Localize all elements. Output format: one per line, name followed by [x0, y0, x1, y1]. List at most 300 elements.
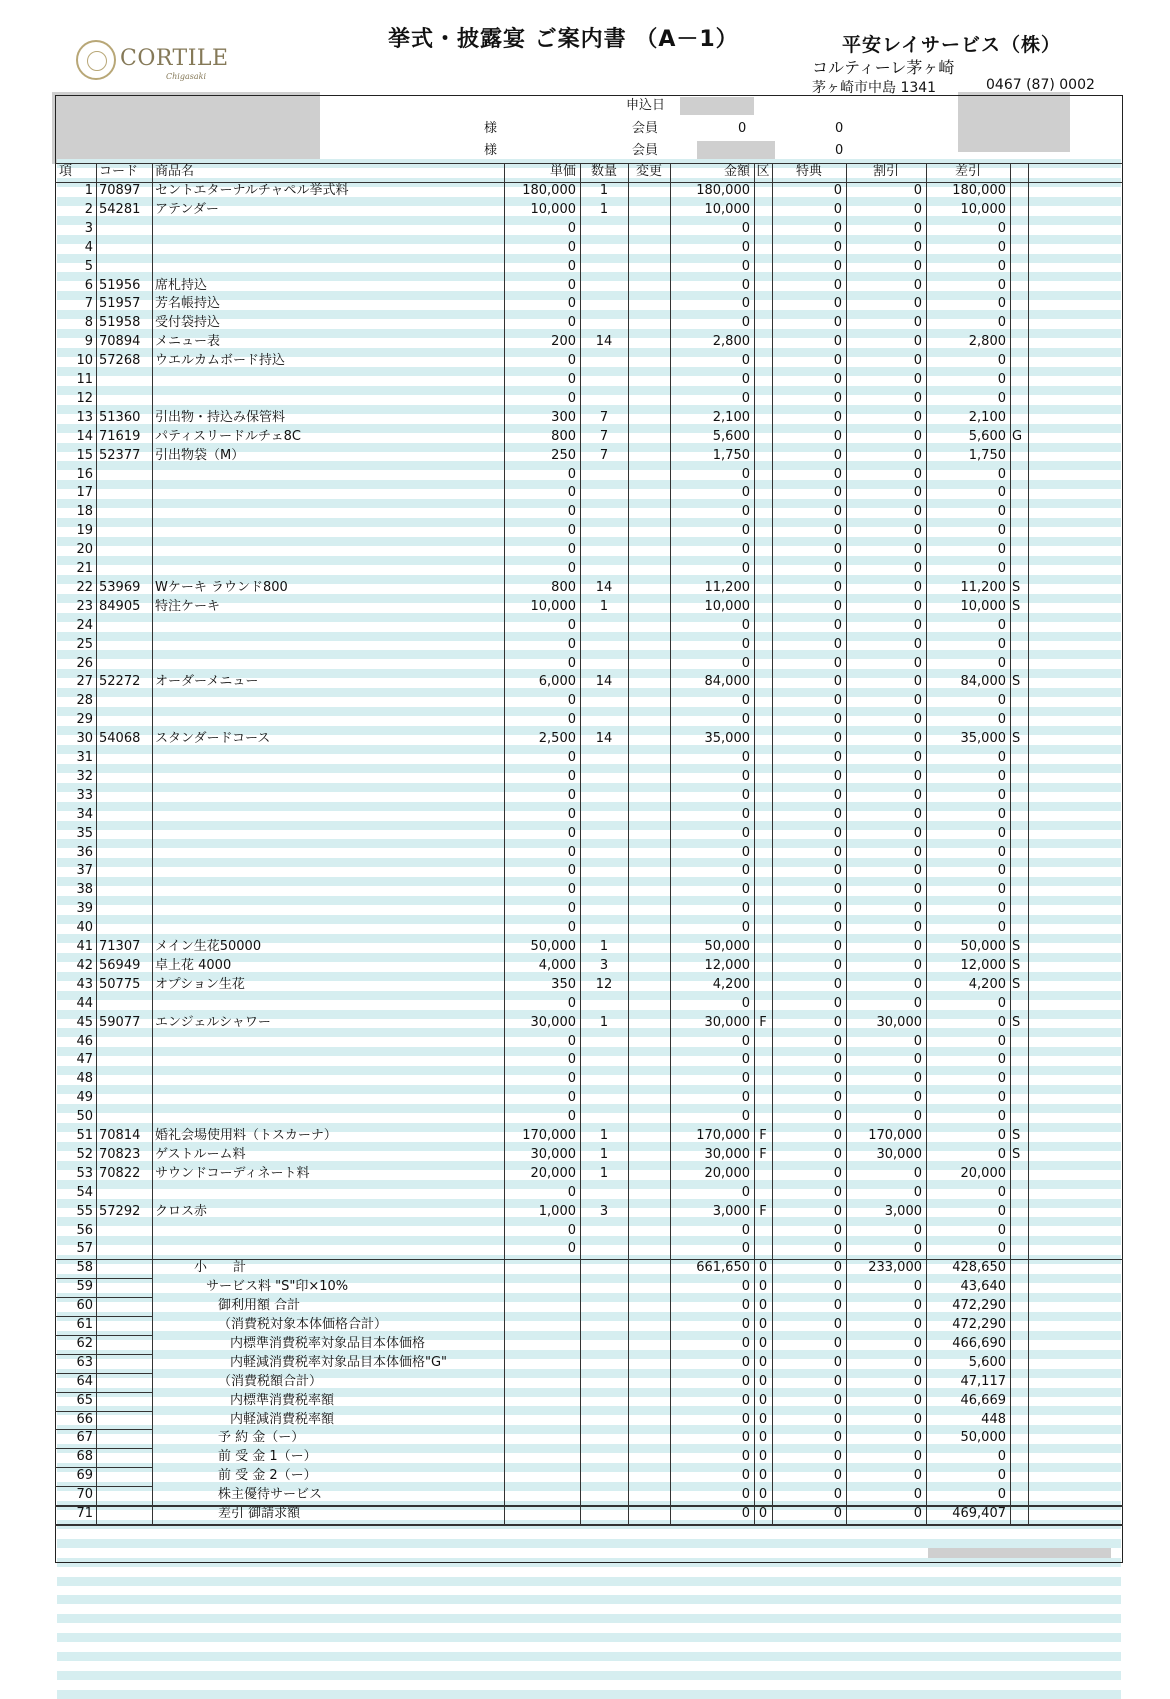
service-mark: [1012, 919, 1028, 938]
amount: 0: [741, 1430, 750, 1446]
item-name: ゲストルーム料: [155, 1146, 246, 1162]
unit-price: 180,000: [522, 183, 576, 198]
discount: 0: [913, 655, 922, 671]
amount: 2,800: [712, 334, 750, 350]
kubun-flag: [754, 466, 772, 485]
kubun-flag: [754, 182, 772, 201]
kubun-flag: [754, 711, 772, 730]
benefit: 0: [833, 504, 842, 520]
kubun-flag: [754, 1033, 772, 1052]
item-code: [99, 995, 152, 1014]
item-code: 54281: [99, 201, 141, 217]
item-name: [155, 862, 504, 881]
quantity: [580, 1108, 628, 1127]
quantity: [580, 1033, 628, 1052]
item-name: メイン生花50000: [155, 939, 262, 954]
kubun-flag: 0: [758, 1298, 768, 1314]
summary-label: （消費税額合計）: [218, 1373, 323, 1389]
row-number: 66: [76, 1411, 93, 1427]
benefit: 0: [833, 882, 842, 898]
item-code: 59077: [99, 1014, 141, 1030]
benefit: 0: [833, 353, 842, 369]
discount: 0: [913, 712, 922, 728]
service-mark: [1012, 655, 1028, 674]
benefit: 0: [833, 636, 842, 652]
service-mark: [1012, 447, 1028, 466]
discount: 0: [913, 1090, 922, 1106]
benefit: 0: [833, 315, 842, 331]
net-amount: 0: [997, 296, 1006, 312]
grand-total-bottom-rule: [55, 1524, 1123, 1526]
discount: 0: [913, 334, 922, 350]
kubun-flag: [754, 1184, 772, 1203]
item-name: 引出物袋（M）: [155, 447, 245, 463]
benefit: 0: [833, 239, 842, 255]
benefit: 0: [833, 1071, 842, 1087]
discount: 3,000: [884, 1203, 922, 1219]
summary-label: 前 受 金 2（ー）: [218, 1468, 317, 1484]
item-code: [99, 466, 152, 485]
item-name: [155, 1240, 504, 1259]
item-code: 52272: [99, 674, 141, 690]
item-code: [99, 1240, 152, 1259]
kubun-flag: [754, 938, 772, 957]
unit-price: 0: [567, 277, 576, 293]
discount: 0: [913, 409, 922, 425]
service-mark: [1012, 295, 1028, 314]
kubun-flag: [754, 1070, 772, 1089]
benefit: 0: [833, 428, 842, 444]
item-name: オーダーメニュー: [155, 674, 259, 690]
amount: 0: [741, 825, 750, 841]
service-mark: [1012, 862, 1028, 881]
benefit: 0: [833, 806, 842, 822]
quantity: [580, 352, 628, 371]
unit-price: 300: [551, 409, 576, 425]
item-code: [99, 692, 152, 711]
branch-address: 茅ヶ崎市中島 1341: [812, 80, 937, 96]
discount: 0: [913, 428, 922, 444]
net-amount: 180,000: [952, 183, 1006, 198]
amount: 0: [741, 1335, 750, 1351]
service-mark: [1012, 1089, 1028, 1108]
unit-price: 0: [567, 1033, 576, 1049]
item-code: 57292: [99, 1203, 141, 1219]
row-number: 35: [76, 825, 93, 841]
discount: 0: [913, 258, 922, 274]
amount: 0: [741, 1506, 750, 1521]
row-number: 52: [76, 1146, 93, 1162]
unit-price: 4,000: [538, 957, 576, 973]
amount: 10,000: [704, 201, 750, 217]
item-code: [99, 1184, 152, 1203]
discount: 0: [913, 598, 922, 614]
summary-label: 御利用額 合計: [218, 1298, 301, 1314]
item-name: Wケーキ ラウンド800: [155, 579, 288, 595]
unit-price: 0: [567, 655, 576, 671]
service-mark: [1012, 484, 1028, 503]
row-number: 46: [76, 1033, 93, 1049]
cortile-logo: [76, 38, 236, 84]
kubun-flag: [754, 314, 772, 333]
item-name: [155, 239, 504, 258]
unit-price: 0: [567, 296, 576, 312]
unit-price: 0: [567, 315, 576, 331]
net-amount: 428,650: [952, 1260, 1006, 1276]
net-amount: 0: [997, 220, 1006, 236]
apply-date-label: 申込日: [626, 98, 666, 113]
unit-price: 800: [551, 579, 576, 595]
discount: 0: [913, 372, 922, 387]
service-mark: S: [1012, 579, 1021, 595]
service-mark: [1012, 1240, 1028, 1259]
row-number: 62: [76, 1335, 93, 1351]
unit-price: 250: [551, 447, 576, 463]
kubun-flag: 0: [758, 1335, 768, 1351]
column-divider: [96, 163, 97, 1524]
unit-price: 0: [567, 542, 576, 558]
service-mark: [1012, 277, 1028, 296]
discount: 0: [913, 1487, 922, 1503]
service-mark: [1012, 881, 1028, 900]
benefit: 0: [833, 674, 842, 690]
item-code: [99, 825, 152, 844]
discount: 0: [913, 1109, 922, 1125]
discount: 0: [913, 1052, 922, 1068]
row-number: 1: [84, 183, 93, 198]
unit-price: 0: [567, 1109, 576, 1125]
net-amount: 0: [997, 561, 1006, 576]
amount: 12,000: [704, 957, 750, 973]
kubun-flag: 0: [758, 1392, 768, 1408]
discount: 0: [913, 1071, 922, 1087]
service-mark: S: [1012, 1128, 1021, 1143]
unit-price: 30,000: [530, 1146, 576, 1162]
service-mark: [1012, 314, 1028, 333]
row-number: 6: [84, 277, 93, 293]
discount: 0: [913, 636, 922, 652]
service-mark: [1012, 749, 1028, 768]
discount: 0: [913, 957, 922, 973]
net-amount: 0: [997, 485, 1006, 501]
unit-price: 0: [567, 806, 576, 822]
amount: 0: [741, 1411, 750, 1427]
service-mark: [1012, 1203, 1028, 1222]
discount: 0: [913, 1449, 922, 1465]
unit-price: 10,000: [530, 201, 576, 217]
quantity: [580, 825, 628, 844]
kubun-flag: [754, 844, 772, 863]
quantity: [580, 371, 628, 390]
summary-label: 株主優待サービス: [218, 1487, 323, 1503]
benefit: 0: [833, 731, 842, 747]
benefit: 0: [833, 183, 842, 198]
quantity: 1: [599, 1014, 609, 1030]
net-amount: 0: [997, 258, 1006, 274]
row-number: 33: [76, 787, 93, 803]
net-amount: 0: [997, 617, 1006, 633]
quantity: 14: [595, 334, 613, 350]
service-mark: [1012, 806, 1028, 825]
net-amount: 5,600: [968, 428, 1006, 444]
row-number: 44: [76, 995, 93, 1011]
quantity: [580, 995, 628, 1014]
member-2-value-2: 0: [835, 143, 844, 158]
kubun-flag: [754, 541, 772, 560]
amount: 0: [741, 901, 750, 917]
summary-label: 小 計: [194, 1260, 247, 1276]
unit-price: 0: [567, 901, 576, 917]
kubun-flag: F: [759, 1203, 767, 1219]
benefit: 0: [833, 1203, 842, 1219]
unit-price: 0: [567, 882, 576, 898]
row-number: 50: [76, 1109, 93, 1125]
member-1-value-1: 0: [738, 121, 747, 136]
discount: 0: [913, 976, 922, 992]
amount: 0: [741, 1487, 750, 1503]
unit-price: 0: [567, 617, 576, 633]
discount: 0: [913, 844, 922, 860]
kubun-flag: [754, 409, 772, 428]
item-name: アテンダー: [155, 201, 219, 217]
quantity: [580, 636, 628, 655]
service-mark: [1012, 1070, 1028, 1089]
document-title: 挙式・披露宴 ご案内書 （A－1）: [388, 27, 739, 52]
benefit: 0: [833, 447, 842, 463]
kubun-flag: [754, 598, 772, 617]
row-number: 29: [76, 712, 93, 728]
row-number: 68: [76, 1449, 93, 1465]
discount: 0: [913, 882, 922, 898]
net-amount: 0: [997, 636, 1006, 652]
net-amount: 0: [997, 1128, 1006, 1143]
benefit: 0: [833, 655, 842, 671]
item-name: オプション生花: [155, 976, 245, 992]
branch-phone: 0467 (87) 0002: [986, 77, 1095, 93]
benefit: 0: [833, 1090, 842, 1106]
unit-price: 0: [567, 844, 576, 860]
discount: 0: [913, 296, 922, 312]
row-number: 30: [76, 731, 93, 747]
invoice-sheet: [48, 95, 1124, 1563]
amount: 0: [741, 561, 750, 576]
row-number: 14: [76, 428, 93, 444]
service-mark: [1012, 844, 1028, 863]
kubun-flag: [754, 806, 772, 825]
discount: 0: [913, 750, 922, 765]
benefit: 0: [833, 372, 842, 387]
discount: 0: [913, 693, 922, 709]
amount: 180,000: [696, 183, 750, 198]
kubun-flag: [754, 617, 772, 636]
logo-subtext: Chigasaki: [166, 72, 207, 81]
column-divider: [1028, 163, 1029, 1524]
discount: 0: [913, 1222, 922, 1238]
row-number: 23: [76, 598, 93, 614]
amount: 0: [741, 787, 750, 803]
amount: 10,000: [704, 598, 750, 614]
service-mark: [1012, 1051, 1028, 1070]
row-number: 49: [76, 1090, 93, 1106]
item-code: 51956: [99, 277, 141, 293]
quantity: [580, 503, 628, 522]
discount: 0: [913, 806, 922, 822]
item-code: [99, 749, 152, 768]
net-amount: 43,640: [960, 1279, 1006, 1295]
row-number: 54: [76, 1184, 93, 1200]
item-name: [155, 390, 504, 409]
unit-price: 0: [567, 1222, 576, 1238]
net-amount: 472,290: [952, 1298, 1006, 1314]
net-amount: 0: [997, 768, 1006, 784]
quantity: [580, 541, 628, 560]
amount: 50,000: [704, 939, 750, 954]
service-mark: [1012, 239, 1028, 258]
row-number: 19: [76, 523, 93, 539]
quantity: 12: [595, 976, 613, 992]
kubun-flag: [754, 295, 772, 314]
discount: 0: [913, 239, 922, 255]
item-name: [155, 711, 504, 730]
col-header-unit-price: 単価: [549, 164, 576, 179]
kubun-flag: F: [759, 1146, 767, 1162]
net-amount: 0: [997, 504, 1006, 520]
service-mark: [1012, 1033, 1028, 1052]
item-code: 50775: [99, 976, 141, 992]
benefit: 0: [833, 901, 842, 917]
benefit: 0: [833, 844, 842, 860]
amount: 0: [741, 523, 750, 539]
net-amount: 0: [997, 1146, 1006, 1162]
discount: 0: [913, 1468, 922, 1484]
unit-price: 800: [551, 428, 576, 444]
discount: 0: [913, 731, 922, 747]
discount: 0: [913, 485, 922, 501]
item-code: [99, 220, 152, 239]
unit-price: 0: [567, 504, 576, 520]
benefit: 0: [833, 1241, 842, 1257]
item-code: 53969: [99, 579, 141, 595]
service-mark: [1012, 1184, 1028, 1203]
benefit: 0: [833, 1128, 842, 1143]
item-name: [155, 995, 504, 1014]
item-code: [99, 919, 152, 938]
amount: 0: [741, 1222, 750, 1238]
row-number: 57: [76, 1241, 93, 1257]
item-code: [99, 711, 152, 730]
item-code: 52377: [99, 447, 141, 463]
unit-price: 0: [567, 1071, 576, 1087]
discount: 0: [913, 390, 922, 406]
unit-price: 2,500: [538, 731, 576, 747]
item-name: 引出物・持込み保管料: [155, 409, 286, 425]
row-number: 13: [76, 409, 93, 425]
service-mark: G: [1012, 428, 1023, 444]
net-amount: 0: [997, 995, 1006, 1011]
item-name: スタンダードコース: [155, 731, 271, 747]
quantity: [580, 466, 628, 485]
net-amount: 0: [997, 315, 1006, 331]
service-mark: S: [1012, 957, 1021, 973]
unit-price: 0: [567, 995, 576, 1011]
member-label-1: 会員: [632, 121, 659, 136]
kubun-flag: 0: [758, 1260, 768, 1276]
row-number: 38: [76, 882, 93, 898]
item-code: 84905: [99, 598, 141, 614]
summary-label: 内軽減消費税率額: [230, 1411, 335, 1427]
amount: 1,750: [712, 447, 750, 463]
net-amount: 0: [997, 1071, 1006, 1087]
item-name: [155, 617, 504, 636]
row-number: 17: [76, 485, 93, 501]
amount: 0: [741, 504, 750, 520]
amount: 0: [741, 372, 750, 387]
quantity: 14: [595, 579, 613, 595]
quantity: 14: [595, 674, 613, 690]
service-mark: S: [1012, 1014, 1021, 1030]
benefit: 0: [833, 712, 842, 728]
col-header-no: 項: [59, 164, 73, 179]
amount: 0: [741, 636, 750, 652]
scan-band: [57, 1614, 1121, 1623]
kubun-flag: [754, 900, 772, 919]
member-1-value-2: 0: [835, 121, 844, 136]
row-number: 64: [76, 1373, 93, 1389]
benefit: 0: [833, 485, 842, 501]
service-mark: S: [1012, 976, 1021, 992]
item-name: [155, 541, 504, 560]
row-number: 18: [76, 504, 93, 520]
benefit: 0: [833, 1146, 842, 1162]
amount: 11,200: [704, 579, 750, 595]
row-number: 12: [76, 390, 93, 406]
discount: 0: [913, 920, 922, 936]
scan-band: [57, 1671, 1121, 1680]
kubun-flag: 0: [758, 1449, 768, 1465]
amount: 0: [741, 712, 750, 728]
kubun-flag: [754, 976, 772, 995]
amount: 4,200: [712, 976, 750, 992]
net-amount: 448: [981, 1411, 1006, 1427]
row-number: 61: [76, 1317, 93, 1332]
quantity: 7: [599, 447, 609, 463]
amount: 0: [741, 1279, 750, 1295]
quantity: [580, 1070, 628, 1089]
discount: 0: [913, 504, 922, 520]
discount: 0: [913, 277, 922, 293]
net-amount: 466,690: [952, 1335, 1006, 1351]
amount: 0: [741, 485, 750, 501]
col-header-amount: 金額: [723, 164, 750, 179]
discount: 0: [913, 995, 922, 1011]
unit-price: 350: [551, 976, 576, 992]
amount: 0: [741, 220, 750, 236]
row-number: 15: [76, 447, 93, 463]
unit-price: 0: [567, 920, 576, 936]
item-code: [99, 560, 152, 579]
row-number: 43: [76, 976, 93, 992]
amount: 30,000: [704, 1014, 750, 1030]
benefit: 0: [833, 825, 842, 841]
benefit: 0: [833, 1109, 842, 1125]
kubun-flag: [754, 881, 772, 900]
unit-price: 0: [567, 220, 576, 236]
benefit: 0: [833, 1411, 842, 1427]
net-amount: 0: [997, 523, 1006, 539]
net-amount: 0: [997, 1090, 1006, 1106]
net-amount: 0: [997, 712, 1006, 728]
item-code: [99, 1070, 152, 1089]
